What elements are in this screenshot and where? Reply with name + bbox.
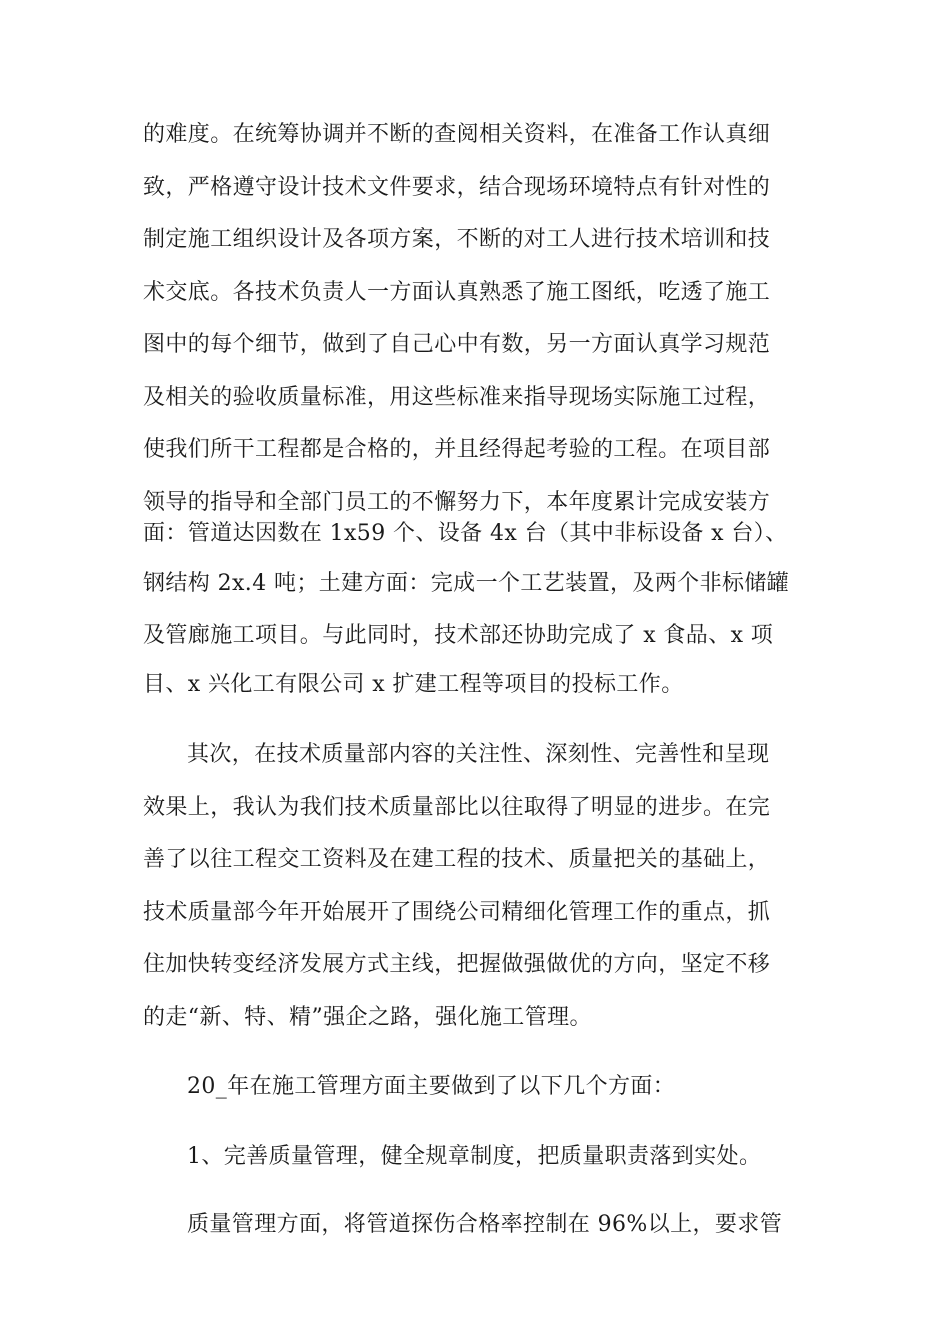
paragraph-line: 住加快转变经济发展方式主线，把握做强做优的方向，坚定不移 [143,952,771,977]
numbered-heading: 1、完善质量管理，健全规章制度，把质量职责落到实处。 [187,1144,762,1169]
paragraph-line: 目、x 兴化工有限公司 x 扩建工程等项目的投标工作。 [143,672,684,697]
paragraph-line: 及管廊施工项目。与此同时，技术部还协助完成了 x 食品、x 项 [143,623,774,648]
paragraph-line: 领导的指导和全部门员工的不懈努力下，本年度累计完成安装方 [143,490,771,515]
paragraph-line: 的走“新、特、精”强企之路，强化施工管理。 [143,1005,592,1030]
paragraph-line: 钢结构 2x.4 吨；土建方面：完成一个工艺装置，及两个非标储罐 [143,571,790,596]
paragraph-line: 制定施工组织设计及各项方案，不断的对工人进行技术培训和技 [143,227,771,252]
paragraph-line: 术交底。各技术负责人一方面认真熟悉了施工图纸，吃透了施工 [143,280,771,305]
paragraph-first-line: 其次，在技术质量部内容的关注性、深刻性、完善性和呈现 [187,742,770,767]
paragraph-line: 善了以往工程交工资料及在建工程的技术、质量把关的基础上， [143,847,771,872]
paragraph-line: 的难度。在统筹协调并不断的查阅相关资料，在准备工作认真细 [143,122,771,147]
paragraph-line: 使我们所干工程都是合格的，并且经得起考验的工程。在项目部 [143,437,771,462]
paragraph-line: 及相关的验收质量标准，用这些标准来指导现场实际施工过程， [143,385,771,410]
paragraph-line: 面：管道达因数在 1x59 个、设备 4x 台（其中非标设备 x 台）、 [143,521,788,546]
paragraph-line: 效果上，我认为我们技术质量部比以往取得了明显的进步。在完 [143,795,771,820]
paragraph-line: 致，严格遵守设计技术文件要求，结合现场环境特点有针对性的 [143,175,771,200]
paragraph-first-line: 质量管理方面，将管道探伤合格率控制在 96%以上，要求管 [187,1212,783,1237]
paragraph-line: 图中的每个细节，做到了自己心中有数，另一方面认真学习规范 [143,332,771,357]
paragraph-line: 技术质量部今年开始展开了围绕公司精细化管理工作的重点，抓 [143,900,771,925]
section-intro-line: 20_年在施工管理方面主要做到了以下几个方面： [187,1074,676,1099]
